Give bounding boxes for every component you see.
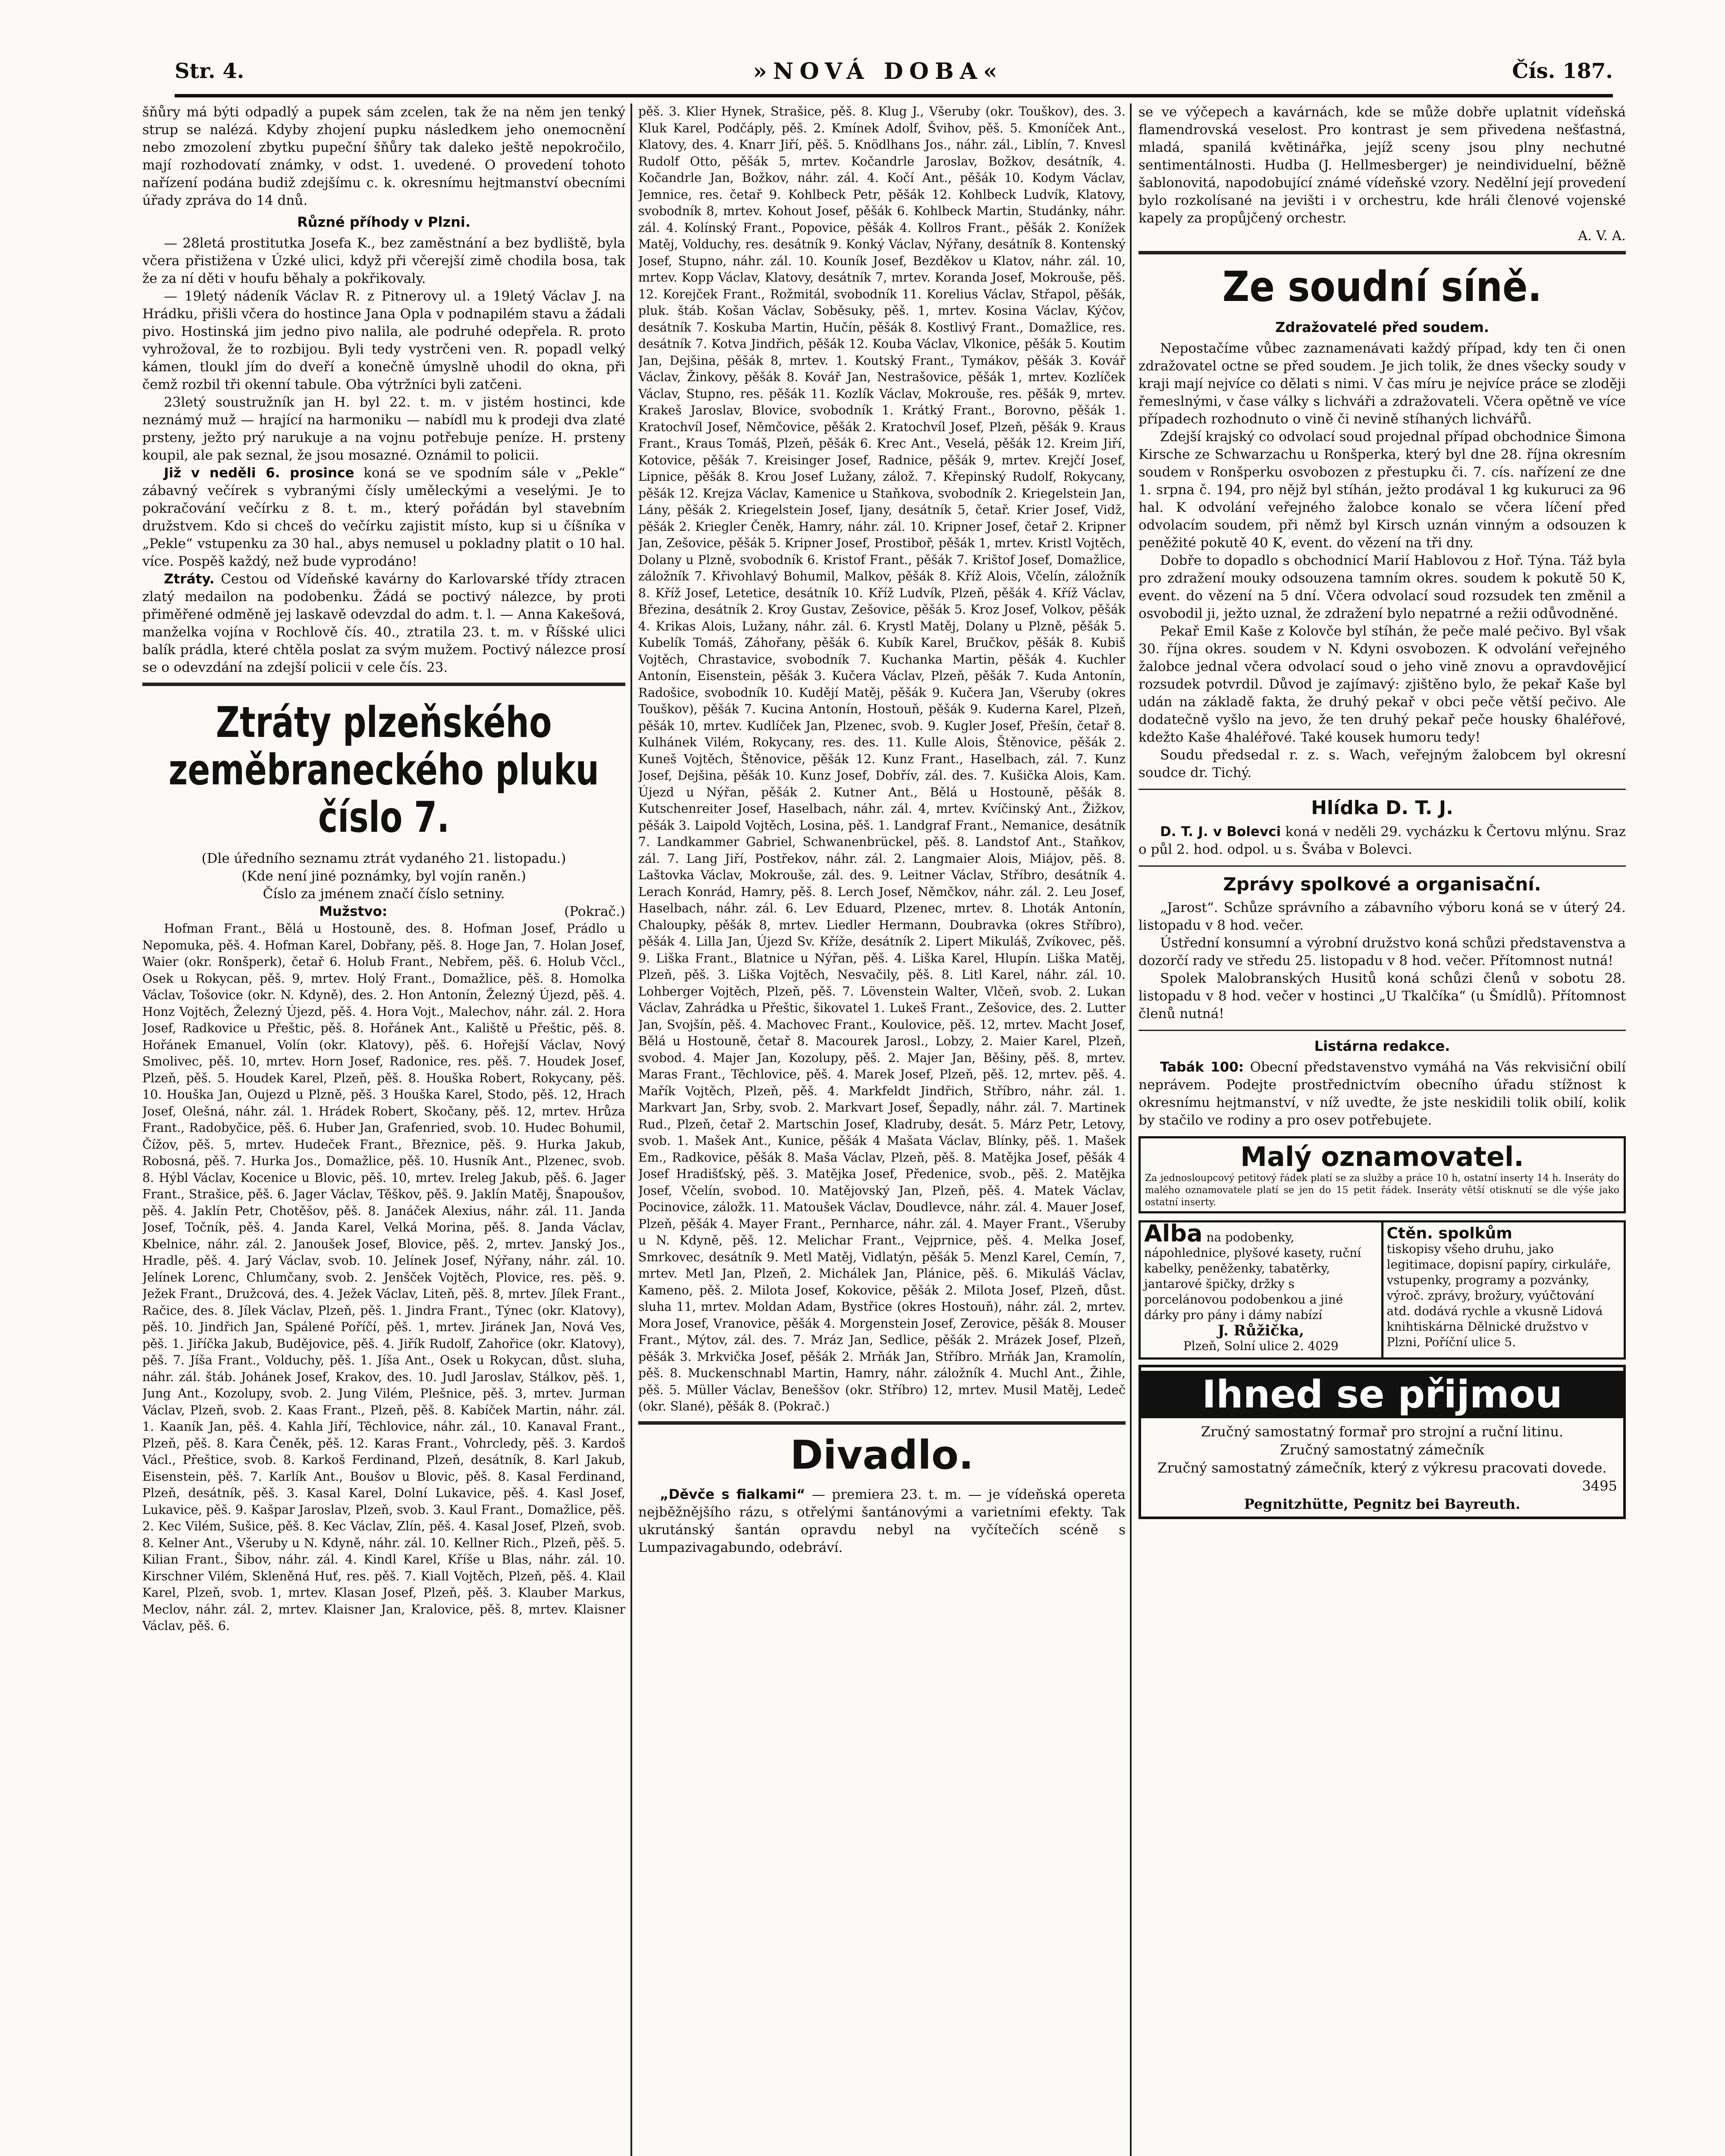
reply-lead: Tabák 100: [1160, 1059, 1244, 1075]
news-item [142, 570, 625, 677]
column-2 [638, 103, 1126, 2156]
news-lead: Ztráty. [164, 571, 215, 587]
job-advert [1138, 1365, 1626, 1519]
advert-headline: Alba [1144, 1220, 1203, 1247]
news-text: koná se ve spodním sále v „Pekle“ zábavný večírek s vybranými čísly uměleckými a veselými. Je to pokračování večírku z 8. t. m., který pořádán byl stavebním družstvem. Kdo si chceš do večírku zajistit místo, kup si u číšníka v „Pekle“ vstupenku za 30 hal., abys nemusel u pokladny platit o 10 hal. více. Pospěš každý, než bude vyprodáno! [142, 465, 625, 569]
page-number: Str. 4. [175, 59, 245, 83]
continued-label: (Pokrač.) [564, 904, 625, 919]
advert-text: tiskopisy všeho druhu, jako legitimace, dopisní papíry, cirkuláře, vstupenky, programy a pozvánky, výroč. zprávy, brožury, vyúčtování atd. dodává rychle a vkusně Lidová knihtiskárna Dělnické družstvo v Plzni, Poříční ulice 5. [1386, 1242, 1611, 1349]
job-advert-title: Ihned se přijmou [1141, 1371, 1623, 1418]
section-heading: Zdražovatelé před soudem. [1275, 319, 1489, 335]
column-divider [1130, 103, 1132, 2156]
ad-row [1138, 1220, 1626, 1360]
classifieds-title: Malý oznamovatel. [1240, 1141, 1524, 1172]
job-line: Zručný samostatný formař pro strojní a ruční litinu. [1201, 1423, 1564, 1440]
advert-alba [1141, 1222, 1381, 1357]
issue-number: Čís. 187. [1512, 59, 1613, 83]
article-continuation: šňůry má býti odpadlý a pupek sám zcelen, tak že na něm jen tenký strup se nalézá. Kdyby zhojení pupku následkem jeho onemocnění nebo zmozolení zbytku pupeční šňůry tak daleko ještě nepokročilo, mají rozhodovatí známky, v odst. 1. uvedené. O provedení tohoto nařízení podána budiž zdejšímu c. k. okresnímu hejtmanství obecními úřady zpráva do 14 dnů. [142, 104, 625, 208]
court-report: Pekař Emil Kaše z Kolovče byl stíhán, že peče malé pečivo. Byl však 30. října okres. soudem v N. Kdyni osvobozen. K odvolání veřejného žalobce jednal včera odvolací soud o jeho vině znovu a opravdovějicí rozsudek potvrdil. Důvod je zajímavý: zjištěno bylo, že pekař Kaše byl udán na základě fakta, že druhý pekař v obci peče větší pečivo. Ale dodatečně vyšlo na jevo, že ten druhý pekař peče housky 6haléřové, kdežto Kaše 4haléřové. Také kousek humoru tedy! [1138, 624, 1626, 745]
club-notice: Ústřední konsumní a výrobní družstvo koná schůzi představenstva a dozorčí rady ve středu 25. listopadu v 8 hod. večer. Přítomnost nutná! [1138, 935, 1626, 968]
news-item [142, 464, 625, 570]
advert-headline: Ctěn. spolkům [1386, 1225, 1512, 1242]
section-heading: Různé příhody v Plzni. [297, 214, 470, 230]
news-item: — 19letý nádeník Václav R. z Pitnerovy ul. a 19letý Václav J. na Hrádku, přišli včera do hostince Jana Opla v podnapilém stavu a žádali pivo. Hostinská jim jedno pivo nalila, ale podruhé odepřela. R. proto vyhrožoval, že to rozbijou. Byli tedy vystrčeni ven. R. popadl velký kámen, tloukl jím do dveří a konečně úmyslně uhodil do okna, při čemž rozbil tři okenní tabule. Oba výtržníci byli zatčeni. [142, 288, 625, 392]
section-heading: Listárna redakce. [1314, 1038, 1450, 1054]
classifieds-box [1138, 1136, 1626, 1213]
note: Číslo za jménem značí číslo setniny. [263, 886, 505, 902]
divider [638, 1421, 1126, 1425]
club-notice: Spolek Malobranských Husitů koná schůzi členů v sobotu 28. listopadu v 8 hod. večer v hostinci „U Tkalčíka“ (u Šmídlů). Přítomnost členů nutná! [1138, 971, 1626, 1022]
divider [1138, 865, 1626, 867]
advert-text: na podobenky, nápohlednice, plyšové kasety, ruční kabelky, peněženky, tabatěrky, jantarové špičky, držky s porcelánovou podobenkou a jiné dárky pro pány i dámy nabízí [1144, 1230, 1361, 1322]
court-report: Soudu předsedal r. z. s. Wach, veřejným žalobcem byl okresní soudce dr. Tichý. [1138, 747, 1626, 780]
notice-lead: D. T. J. v Bolevci [1160, 824, 1281, 840]
classifieds-rates: Za jednosloupcový petitový řádek platí se za služby a práce 10 h, ostatní inserty 14 h. Inseráty do malého oznamovatele platí se jen do 15 petit řádek. Inseráty větší otisknutí se dle výše jako ostatní inserty. [1145, 1173, 1619, 1208]
article-headline: Ztráty plzeňského zeměbraneckého pluku číslo 7. [168, 698, 599, 842]
section-heading: Hlídka D. T. J. [1311, 797, 1453, 819]
header-rule [175, 94, 1613, 97]
column-1 [142, 103, 625, 2156]
job-ad-number: 3495 [1582, 1478, 1617, 1494]
list-heading [142, 903, 625, 921]
review-text: — premiera 23. t. m. — je vídeňská opereta nejběžnějšího rázu, s otřelými šantánovými a varietními efekty. Tak ukrutánský šantán opravdu nebyl na vyčítečích scéně s Lumpazivagabundo, odebráví. [638, 1486, 1126, 1555]
section-headline: Ze soudní síně. [1222, 263, 1542, 311]
advert-firm: J. Růžička, [1217, 1322, 1304, 1339]
casualty-list-continued: pěš. 3. Klier Hynek, Strašice, pěš. 8. Klug J., Všeruby (okr. Touškov), des. 3. Kluk Karel, Podčáply, pěš. 2. Kmínek Adolf, Švihov, pěš. 5. Kmoníček Ant., Klatovy, des. 4. Knarr Jiří, pěš. 5. Knödlhans Jos., náhr. zál., Liblín, 7. Knvesl Rudolf Otto, pěšák 5, mrtev. Kočandrle Jaroslav, Božkov, desátník, 4. Kočandrle Jan, Božkov, náhr. zál. 4. Kočí Ant., pěšák 10. Kodym Václav, Jemnice, res. četař 9. Kohlbeck Petr, pěšák 12. Kohlbeck Ludvík, Klatovy, svobodník 8, mrtev. Kohout Josef, pěšák 6. Kohlbeck Martin, Studánky, náhr. zál. 4. Kolínský Frant., Popovice, pěšák 4. Kollros Frant., pěšák 2. Konížek Matěj, Volduchy, res. desátník 9. Konký Václav, Nýřany, desátník 8. Kontenský Josef, Stupno, náhr. zál. 10. Kouník Josef, Bezděkov u Klatov, náhr. zál. 10, mrtev. Kopp Václav, Klatovy, desátník 7, mrtev. Koranda Josef, Mokrouše, pěš. 12. Korejček Frant., Rožmitál, svobodník 11. Korelius Václav, Střapol, pěšák, pluk. štáb. Košan Václav, Soběsuky, pěš. 1, mrtev. Kosina Václav, Kýčov, desátník 7. Koskuba Martin, Hučín, pěšák 8. Kostlivý Frant., Domažlice, res. desátník 7. Kotva Jindřich, pěšák 12. Kouba Václav, Vlkonice, pěšák 5. Koutim Jan, Dejšina, pěšák 8, mrtev. 1. Koutský Frant., Tymákov, pěšák 3. Kovář Václav, Žinkovy, pěšák 8. Kovář Jan, Nestrašovice, pěšák 1, mrtev. Kozlíček Václav, Stupno, res. pěšák 11. Kozlík Václav, Mokrouše, res. pěšák 9, mrtev. Krakeš Jaroslav, Blovice, svobodník 1. Krátký Frant., Borovno, pěšák 1. Kratochvíl Josef, Němčovice, pěšák 2. Kratochvíl Josef, Plzeň, pěšák 9. Kraus Frant., Kraus Tomáš, Plzeň, pěšák 6. Krec Ant., Veselá, pěšák 12. Kreim Jiří, Kotovice, pěšák 7. Kreisinger Josef, Radnice, pěšák 9, mrtev. Krejčí Josef, Lipnice, pěšák 8. Krou Josef Lužany, zálož. 7. Křepinský Rudolf, Rokycany, pěšák 12. Krejza Václav, Kamenice u Staňkova, svobodník 2. Kriegelstein Jan, Lány, pěšák 2. Kriegelstein Josef, Ijany, desátník 5, četař. Krier Josef, Vidž, pěšák 2. Kriegler Čeněk, Hamry, náhr. zál. 10. Kripner Josef, četař 2. Kripner Jan, Zešovice, pěšák 5. Kripner Josef, Prostiboř, pěšák 1, mrtev. Kristl Vojtěch, Dolany u Plzně, svobodník 6. Kristof Frant., pěšák 7. Krištof Josef, Domažlice, záložník 7. Křivohlavý Bohumil, Malkov, pěšák 8. Kříž Alois, Včelín, záložník 8. Kříž Josef, Letetice, desátník 10. Kříž Ludvík, Plzeň, pěšák 4. Kříž Václav, Březina, desátník 2. Kroy Gustav, Zešovice, pěšák 5. Kroz Josef, Volkov, pěšák 4. Krikas Alois, Lužany, náhr. zál. 6. Krystl Matěj, Dolany u Plzně, pěšák 5. Kubelík Tomáš, Záhořany, pěšák 6. Kubík Karel, Bručkov, pěšák 8. Kubiš Vojtěch, Chrastavice, svobodník 7. Kuchanka Martin, pěšák 4. Kuchler Antonín, Eisenstein, pěšák 3. Kučera Václav, Plzeň, pěšák 7. Kuda Antonín, Radošice, svobodník 10. Kudějí Matěj, pěšák 9. Kučera Jan, Všeruby (okres Touškov), pěšák 7. Kucina Antonín, Hostouň, pěšák 9. Kuderna Karel, Plzeň, pěšák 10, mrtev. Kudlíček Jan, Plzenec, svob. 9. Kugler Josef, Přešín, četař 8. Kulhánek Vilém, Rokycany, res. des. 11. Kulle Alois, Štěnovice, pěšák 2. Kuneš Vojtěch, Štěnovice, pěšák 12. Kunz Frant., Haselbach, zál. 7. Kunz Josef, Dejšina, pěšák 10. Kunz Josef, Dobřív, zál. des. 7. Kušička Alois, Kam. Újezd u Nýřan, pěšák 2. Kutner Ant., Bělá u Hostouně, pěšák 8. Kutschenreiter Josef, Haselbach, náhr. zál. 4, mrtev. Kvíčinský Ant., Žižkov, pěšák 3. Laipold Vojtěch, Losina, pěš. 1. Landgraf Frant., Nemanice, desátník 7. Landkammer Gabriel, Schwanenbrückel, pěš. 8. Landstof Ant., Staňkov, zál. 7. Lang Jiří, Postřekov, náhr. zál. 2. Langmaier Alois, Miájov, pěš. 8. Laštovka Václav, Mokrouše, zál. des. 9. Leitner Václav, Stříbro, desátník 4. Lerach Konrád, Hamry, pěš. 8. Lerch Josef, Němčkov, náhr. zál. 2. Leu Josef, Haselbach, náhr. zál. 6. Lev Eduard, Plzenec, mrtev. 8. Lhoták Antonín, Chaloupky, pěšák 8, mrtev. Liedler Hermann, Doubravka (okres Stříbro), pěšák 4. Lilla Jan, Újezd Sv. Kříže, desátník 2. Lipert Mikuláš, Zvíkovec, pěš. 9. Liška Frant., Blatnice u Nýřan, pěš. 4. Liška Karel, Hlupín. Liška Matěj, Plzeň, pěš. 3. Liška Vojtěch, Nesvačily, pěš. 8. Litl Karel, náhr. zál. 10. Lohberger Vojtěch, Plzeň, pěš. 7. Lövenstein Walter, Vlčeň, svob. 2. Lukan Václav, Zahrádka u Přeštic, šikovatel 1. Lukeš Frant., Zešovice, des. 2. Lutter Jan, Svojšín, pěš. 4. Machovec Frant., Koulovice, pěš. 12, mrtev. Macht Josef, Bělá u Hostouně, četař 8. Macourek Jarosl., Lobzy, 2. Maier Karel, Plzeň, svobod. 4. Majer Jan, Kozolupy, pěš. 2. Majer Jan, Běšiny, pěš. 8, mrtev. Maras Frant., Těchlovice, pěš. 4. Marek Josef, Plzeň, pěš. 12, mrtev. pěš. 4. Mařík Vojtěch, Plzeň, pěš. 4. Markfeldt Jindřich, Stříbro, náhr. zál. 1. Markvart Jan, Srby, svob. 2. Markvart Josef, Šepadly, náhr. zál. 7. Martinek Rud., Plzeň, četař 2. Martschin Josef, Kladruby, desát. 5. Márz Petr, Letovy, svob. 1. Mašek Ant., Kunice, pěšák 4 Mašata Václav, Blínky, pěš. 1. Mašek Em., Radkovice, pěšák 8. Maša Václav, Plzeň, pěš. 8. Matějka Josef, pěšák 4 Josef Hradišťský, pěš. 3. Matějka Josef, Předenice, svob., pěš. 2. Matějka Josef, Včelín, svobod. 10. Matějovský Jan, Plzeň, pěš. 4. Matek Václav, Pocinovice, záložk. 11. Matoušek Václav, Doudlevce, náhr. zál. 4. Mauer Josef, Plzeň, pěšák 4. Mayer Frant., Pernharce, náhr. zál. 4. Mayer Frant., Všeruby u N. Kdyně, pěš. 12. Melichar Frant., Vejprnice, pěš. 4. Melka Josef, Smrkovec, desátník 9. Metl Matěj, Vidlatýn, pěšák 5. Menzl Karel, Cemín, 7, mrtev. Metl Jan, Plzeň, 2. Michálek Jan, Plánice, pěš. 6. Mikuláš Václav, Kameno, pěš. 2. Milota Josef, Kokovice, pěšák 2. Milota Josef, Plzeň, důst. sluha 11, mrtev. Moldan Adam, Bystřice (okres Hostouň), náhr. zál. 2, mrtev. Mora Josef, Vranovice, pěšák 4. Morgenstein Josef, Zerovice, pěšák 8. Mouser Frant., Mýtov, zál. des. 7. Mráz Jan, Sedlice, pěšák 2. Mrázek Josef, Plzeň, pěšák 3. Mrkvička Josef, pěšák 2. Mrňák Jan, Stříbro. Mrňák Jan, Kramolín, pěš. 8. Muckenschnabl Martin, Hamry, náhr. záložník 4. Muchl Ant., Žihle, pěš. 5. Müller Václav, Beneššov (okr. Stříbro) 12, mrtev. Musil Matěj, Ledeč (okr. Slané), pěšák 8. (Pokrač.) [638, 104, 1126, 1413]
reply-text: Obecní představenstvo vymáhá na Vás rekvisiční obilí neprávem. Podejte prostřednictvím obecního úřadu stížnost k okresnímu hejtmanství, v níž uvedte, že jste neskidili tolik obilí, kolik by stačilo ve rodiny a pro osev potřebujete. [1138, 1059, 1626, 1128]
notice-text: koná v neděli 29. vycházku k Čertovu mlýnu. Sraz o půl 2. hod. odpol. u s. Švába v Bolevci. [1138, 824, 1626, 857]
job-line: Zručný samostatný zámečník [1280, 1442, 1484, 1458]
masthead: »NOVÁ DOBA« [753, 58, 1004, 85]
divider [142, 683, 625, 686]
page-header [175, 52, 1613, 91]
club-notice: „Jarost“. Schůze správního a zábavního výboru koná se v úterý 24. listopadu v 8 hod. večer. [1138, 900, 1626, 933]
source-note: (Dle úředního seznamu ztrát vydaného 21. listopadu.) [201, 851, 566, 866]
signature: A. V. A. [1578, 228, 1626, 244]
job-line: Zručný samostatný zámečník, který z výkresu pracovati dovede. [1157, 1460, 1607, 1476]
advert-address: Plzeň, Solní ulice 2. 4029 [1183, 1339, 1339, 1353]
club-notice [1138, 823, 1626, 859]
court-report: Dobře to dopadlo s obchodnicí Marií Hablovou z Hoř. Týna. Táž byla pro zdražení mouky odsouzena tamním okres. soudem k pokutě 50 K, event. do vězení na 5 dní. Včera odvolací soud rozsudek ten změnil a osvobodil ji, ježto uznal, že zdražení bylo nepatrné a režii odůvodněné. [1138, 553, 1626, 621]
section-headline: Divadlo. [790, 1432, 974, 1478]
court-report: Zdejší krajský co odvolací soud projednal případ obchodnice Šimona Kirsche ze Schwarzachu u Ronšperka, který byl dne 28. října okresním soudem v Ronšperku osvobozen z přestupku či. 7. cís. nařízení ze dne 1. srpna č. 194, pro nějž byl stíhán, ježto prodával 1 kg kukuruci za 96 hal. K odvolání veřejného žalobce konalo se včera líčení před odvolacím soudem, při němž byl Kirsch uznán vinným a odsouzen k peněžité pokutě 40 K, event. do vězení na tři dny. [1138, 429, 1626, 551]
column-3 [1138, 103, 1626, 2156]
column-divider [630, 103, 632, 2156]
advert-print [1381, 1222, 1624, 1357]
court-report: Nepostačíme vůbec zaznamenávati každý případ, kdy ten či onen zdražovatel octne se před soudem. Je jich tolik, že dnes všecky soudy v kraji mají nejvíce co dělati s nimi. V čas míru je nejvíce práce se zloději řemeslnými, v čase války s lichváři a zdražovateli. Včera opětně ve více případech rozhodnuto o vině či nevině stíhaných lichvářů. [1138, 341, 1626, 427]
news-lead: Již v neděli 6. prosince [164, 465, 354, 481]
section-heading: Zprávy spolkové a organisační. [1223, 874, 1541, 895]
divider [1138, 251, 1626, 254]
news-item: — 28letá prostitutka Josefa K., bez zaměstnání a bez bydliště, byla včera přistižena v Úzké ulici, když při včerejší zimě chodila bosa, tak že za ní děti v houfu běhaly a pokřikovaly. [142, 235, 625, 286]
divider [1138, 789, 1626, 790]
review-continuation: se ve výčepech a kavárnách, kde se může dobře uplatnit vídeňská flamendrovská veselost. Pro kontrast je sem přivedena nešťastná, mladá, spanilá květinářka, jejíž sceny jsou plny nechutné sentimentálnosti. Hudba (J. Hellmesberger) je neindividuelní, běžně šablonovitá, napodobující známé vídeňské vzory. Nedělní její provedení bylo rozkolísané na jevišti i v orchestru, kde hráli členové vojenské kapely za propůjčený orchestr. [1138, 104, 1626, 226]
divider [1138, 1030, 1626, 1031]
list-heading-label: Mužstvo: [319, 904, 388, 919]
job-employer: Pegnitzhütte, Pegnitz bei Bayreuth. [1244, 1496, 1521, 1512]
news-text: Cestou od Vídeňské kavárny do Karlovarské třídy ztracen zlatý medailon na podobenku. Žádá se poctivý nálezce, by proti přiměřené odměně jej laskavě odevzdal do adm. t. l. — Anna Kakešová, manželka vojína v Rochlově čís. 40., ztratila 23. t. m. v Říšské ulici balík prádla, které chtěla poslat za svým mužem. Poctivý nálezce prosí se o odevzdání na zdejší policii v cele čís. 23. [142, 571, 625, 675]
review-title: „Děvče s fialkami“ [660, 1486, 806, 1502]
casualty-list: Hofman Frant., Bělá u Hostouně, des. 8. Hofman Josef, Prádlo u Nepomuka, pěš. 4. Hofman Karel, Dobřany, pěš. 8. Hoge Jan, 7. Holan Josef, Waier (okr. Ronšperk), četař 6. Holub Frant., Nebřem, pěš. 6. Holub Včcl., Osek u Rokycan, pěš. 9, mrtev. Holý Frant., Domažlice, pěš. 8. Homolka Václav, Tošovice (okr. N. Kdyně), des. 2. Hon Antonín, Železný Újezd, pěš. 4. Honz Vojtěch, Železný Újezd, pěš. 4. Hora Vojt., Malechov, náhr. zál. 2. Hora Josef, Radkovice u Přeštic, pěš. 8. Hořánek Ant., Kaliště u Přeštic, pěš. 8. Hořánek Emanuel, Volín (okr. Klatovy), pěš. 6. Hořejší Václav, Nový Smolivec, pěš. 10, mrtev. Horn Josef, Radonice, res. pěš. 7. Houdek Josef, Plzeň, pěš. 5. Houdek Karel, Plzeň, pěš. 8. Houška Robert, Rokycany, pěš. 10. Houška Jan, Oujezd u Plzně, pěš. 3 Houška Karel, Stodo, pěš. 12, Hrach Josef, Olešná, náhr. zál. 1. Hrádek Robert, Skočany, pěš. 12, mrtev. Hrůza Frant., Radobyčice, pěš. 6. Huber Jan, Grafenried, svob. 10. Hudec Bohumil, Čížov, pěš. 5, mrtev. Hudeček Frant., Březnice, pěš. 9. Hurka Jakub, Robosná, pěš. 7. Hurka Jos., Domažlice, pěš. 10. Husník Ant., Plzenec, svob. 8. Hýbl Václav, Kocenice u Blovic, pěš. 10, mrtev. Ireleg Jakub, pěš. 6. Jager Frant., Strašice, pěš. 6. Jager Václav, Těškov, pěš. 9. Jaklín Matěj, Šnapoušov, pěš. 4. Jaklín Petr, Chotěšov, pěš. 8. Janáček Alexius, náhr. zál. 11. Janda Josef, Točník, pěš. 4. Janda Karel, Velká Morina, pěš. 8. Janda Václav, Kbelnice, náhr. zál. 2. Janoušek Josef, Blovice, pěš. 2, mrtev. Janský Jos., Hradle, pěš. 4. Jarý Václav, svob. 10. Jelínek Josef, Nýřany, náhr. zál. 10. Jelínek Lorenc, Chlumčany, svob. 2. Jenšček Vojtěch, Plovice, res. pěš. 9. Ježek Frant., Družcová, des. 4. Ježek Václav, Liteň, pěš. 8, mrtev. Jílek Frant., Račice, des. 8. Jílek Václav, Plzeň, pěš. 1. Jindra Frant., Týnec (okr. Klatovy), pěš. 10. Jindřich Jan, Spálené Poříčí, pěš. 1, mrtev. Jiránek Jan, Nová Ves, pěš. 1. Jiříčka Jakub, Budějovice, pěš. 4. Jiřík Rudolf, Zahořice (okr. Klatovy), pěš. 7. Jíša Frant., Volduchy, pěš. 1. Jíša Ant., Osek u Rokycan, důst. sluha, náhr. zál. štáb. Johánek Josef, Krakov, des. 10. Judl Jaroslav, Stálkov, pěš. 1, Jung Ant., Kozolupy, svob. 2. Jung Vilém, Plešnice, pěš. 3, mrtev. Jurman Václav, Plzeň, svob. 2. Kaas Frant., Plzeň, pěš. 8. Kabíček Martin, náhr. zál. 1. Kaaník Jan, pěš. 4. Kahla Jiří, Těchlovice, náhr. zál., 10. Kanaval Frant., Plzeň, pěš. 8. Kara Čeněk, pěš. 12. Karas Frant., Vohrcledy, pěš. 3. Kardoš Václ., Přeštice, svob. 8. Karkoš Ferdinand, Plzeň, desátník, 8. Karl Jakub, Eisenstein, pěš. 7. Karlík Ant., Boušov u Blovic, pěš. 8. Kasal Ferdinand, Plzeň, desátník, pěš. 3. Kasal Karel, Dolní Lukavice, pěš. 4. Kasl Josef, Lukavice, pěš. 9. Kašpar Jaroslav, Plzeň, svob. 3. Kaul Frant., Domažlice, pěš. 2. Kec Vilém, Sušice, pěš. 8. Kec Václav, Zlín, pěš. 4. Kasal Josef, Plzeň, svob. 8. Kelner Ant., Všeruby u N. Kdyně, náhr. zál. 10. Kellner Rich., Plzeň, pěš. 5. Kilian Frant., Šibov, náhr. zál. 4. Kindl Karel, Kříše u Blas, náhr. zál. 10. Kirschner Vilém, Skleněná Huť, res. pěš. 7. Kiall Vojtěch, Plzeň, pěš. 4. Klail Karel, Plzeň, svob. 1, mrtev. Klasan Josef, Plzeň, pěš. 3. Klauber Markus, Meclov, náhr. zál. 2, mrtev. Klaisner Jan, Kralovice, pěš. 8, mrtev. Klaisner Václav, pěš. 6. [142, 921, 625, 1633]
note: (Kde není jiné poznámky, byl vojín raněn.) [242, 868, 526, 884]
theatre-review [638, 1486, 1126, 1557]
editorial-reply [1138, 1059, 1626, 1129]
news-item: 23letý soustružník jan H. byl 22. t. m. v jistém hostinci, kde neznámý muž — hrající na harmoniku — nabídl mu k prodeji dva zlaté prsteny, ježto prý narukuje a na vojnu potřebuje peníze. H. prsteny koupil, ale pak seznal, že jsou mosazné. Oznámil to policii. [142, 395, 625, 463]
